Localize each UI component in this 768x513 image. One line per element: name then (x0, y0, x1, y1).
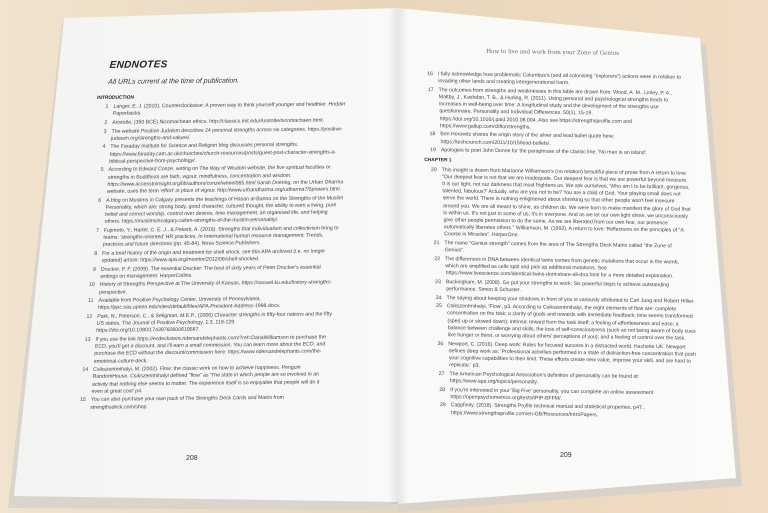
endnote-number: 11 (87, 298, 94, 305)
endnote (428, 256, 694, 281)
endnote-text: The differences in DNA between identical twins comes from genetic mutations that occur in the womb, which are amplified as cells split and pick up additional mutations. See https://www.livescience.com/identical-twins-dont-share-all-dna.html for a more detailed explanation. (444, 256, 680, 280)
endnote (82, 280, 338, 297)
left-page-content (73, 57, 355, 413)
endnote-number: 7 (95, 227, 100, 234)
endnote-number: 17 (427, 86, 434, 93)
endnote-number: 10 (88, 282, 95, 289)
endnote-text: Csikszentmihalyi, M. (2002). Flow: the classic work on how to achieve happiness. Penguin RandomHouse. Csikszentmihalyi defined "flow" as 'The state in which people are so involved in an activity that nothing else seems to matter. The experience itself is so enjoyable that people will do it even at great cost' p4. (91, 364, 320, 395)
endnote-text: The saying about keeping your shadows in front of you is variously attributed to Carl Jung and Robert Hillier. (446, 294, 695, 305)
endnote-text: Drucker, P. F. (2009). The essential Drucker: The best of sixty years of Peter Drucker's essential writings on management. HarperCollins. (100, 264, 321, 280)
page-title: ENDNOTES (109, 59, 169, 71)
endnote-number: 9 (92, 266, 97, 273)
endnote-text: The name "Genius strength" comes from the area of The Strengths Deck Matrix called "the Zone of Genius". (444, 240, 672, 254)
endnote-text: The American Psychological Association's definition of personality can be found at: https://www.apa.org/topics/personality. (449, 371, 640, 386)
endnote-text: If you're interested in your 'Big Five' personality, you can complete an online assessment https://openpsychometrics.org/tests/IPIP-BFFM/. (450, 386, 654, 402)
endnote (431, 341, 697, 374)
endnote-text: Csikszentmihalyi, 'Flow', p3. According to Csikszentmihalyi, the eight elements of flow are: complete concentration on the task; a clarity of goals and rewards with immediate feedback; time seems transformed (sped up or slowed down); intrinsic reward from the task itself; a feeling of effortlessness and ease; a balance between challenge and skills; the loss of self-consciousness (such as not being aware of body cues like hunger or thirst, or worrying about others' perceptions of you); and a feeling of control over the task. (446, 303, 696, 342)
endnote (74, 365, 331, 396)
page-number-right: 209 (560, 452, 572, 459)
endnote-text: Aristotle, (350 BCE) Nicomachean ethics. http://classics.mit.edu/Aristotle/nicomachaen.html. (111, 117, 325, 126)
endnote-text: Langer, E. J. (2010). Counterclockwise: A proven way to think yourself younger and healthier. Hodder Paperbacks. (112, 101, 346, 118)
endnote (425, 167, 693, 243)
endnote-number: 28 (439, 386, 446, 393)
endnote-number: 1 (105, 104, 109, 111)
endnote-number: 27 (438, 370, 445, 377)
endnote-text: This insight is drawn from Marianne Williamson's (no relation) beautiful piece of prose from A return to love: "Our deepest fear is not that we are inadequate. Our deepest fear is that we are powerful beyond measure. It is our light, not our darkness that most frightens us. We ask ourselves, 'Who am I to be brilliant, gorgeous, talented, fabulous?' Actually, who are you not to be? You are a child of God. Your playing small does not serve the world. There is nothing enlightened about shrinking so that other people won't feel insecure around you. We are all meant to shine, as children do. We were born to make manifest the glory of God that is within us. It's not just in some of us; it's in everyone. And as we let our own light shine, we unconsciously give other people permission to do the same. As we are liberated from our own fear, our presence automatically liberates others." Williamson, M. (1992). A return to love: Reflections on the principles of "A Course in Miracles". HarperOne. (441, 166, 691, 239)
endnote-text: Fujimoto, Y., Hartel, C. E. J., & Pekerti, A. (2016). Strengths that individualism and collectivism bring to teams: 'strengths-oriented' HR practices. In International human resource management: Trends, practices and future directions (pp. 45-84). Nova Science Publishers. (102, 225, 339, 249)
endnote (90, 165, 347, 196)
endnote-number: 12 (86, 313, 93, 320)
endnote (79, 311, 336, 335)
endnote-number: 19 (430, 147, 437, 154)
endnote-text: The outcomes from strengths and weaknesses in this table are drawn from: Wood, A. M., Linley, P. A., Maltby, J., Kashdan, T. B., & Hurling, R. (2011). Using personal and psychological strengths leads to increases in well-being over time: A longitudinal study and the development of the strengths use questionnaire. Personality and Individual Differences, 50(1), 15-19. https://doi.org/10.1016/j.paid.2010.08.004. Also see https://strengthsprofile.com and https://www.gallup.com/cliftonstrengths. (438, 87, 673, 131)
endnote-number: 5 (100, 167, 104, 174)
endnote-number: 23 (435, 278, 442, 285)
endnote-number: 16 (427, 71, 434, 78)
right-page-content (420, 48, 699, 422)
page-number-left: 208 (186, 455, 198, 462)
endnote (434, 402, 700, 420)
running-head: How to live and work from your Zone of Genius (486, 48, 620, 57)
endnote-number: 21 (433, 240, 440, 247)
endnote-number: 2 (104, 119, 108, 126)
endnote-number: 13 (84, 336, 91, 343)
endnote-number: 26 (437, 340, 444, 347)
endnote-text: If you use the link https://ecdeckstore.ridersandelephants.com/?ref=DariaWilliamson to purchase the ECD, you'll get a discount, and I'll earn a small commission. You can learn more about the ECD, and purchase the ECD without the discount/commission here: https://www.ridersandelephants.com/the-emotional-culture-deck. (93, 334, 327, 365)
endnote-number: 8 (93, 250, 98, 257)
endnote-text: Cappfinity. (2018). Strengths Profile technical manual and statistical properties, p47., https://www.strengthsprofile.com/en-GB/Resources/IntroPapers. (450, 402, 645, 418)
endnote-text: The website Positive Judaism describes 24 personal strengths across six categories. https://positive-judaism.org/strengths-and-values/. (110, 125, 343, 142)
endnote (85, 225, 342, 249)
endnote (73, 395, 329, 412)
endnote (76, 334, 333, 365)
endnote-number: 15 (79, 397, 87, 404)
page-subtitle: All URLs current at the time of publication. (108, 77, 240, 86)
endnote-text: Apologies to poet John Donne for the paraphrase of the classic line, 'No man is an island'. (440, 147, 648, 157)
endnote-number: 14 (82, 367, 89, 374)
section-heading: INTRODUCTION (96, 95, 135, 101)
endnote-number: 29 (439, 402, 446, 409)
endnote-text: A blog on Muslims in Calgary presents the teachings of Hasan al-Banna on the Strengths of the Muslim Personality, which are: strong body, good character, cultured thought, the ability to earn a living, pure belief and correct worship, control over desires, time management, an organised life, and helping others. https://muslimsincalgary.ca/ten-strengths-of-the-muslim-personality/. (104, 194, 344, 226)
endnote-text: For a brief history of the origin and treatment for shell shock, see this APA archived (i.e. no longer updated) article: https://www.apa.org/monitor/2012/06/shell-shocked. (101, 248, 326, 264)
endnote-number: 25 (436, 303, 443, 310)
endnote-text: According to Edward Conze, writing on The Way of Wisdom website, the five spiritual faculties or strengths in Buddhism are faith, vigour, mindfulness, concentration and wisdom. https://www.accesstoinsight.org/lib/authors/conze/wheel065.html Sarah Doering, on the Urban Dharma website, uses the term 'effort' in place of vigour. http://www.urbandharma.org/udharma7/5powers.html. (106, 164, 344, 195)
endnote (95, 102, 351, 119)
endnote-text: The Faraday Institute for Science and Religion blog discusses personal strengths. https://www.faraday.cam.ac.uk/churches/church-resources/posts/guest-post-character-strengths-a-biblical-perspective-from-psychology/. (108, 142, 337, 165)
endnote-text: You can also purchase your own pack of The Strengths Deck Cards and Matrix from strengthsdeck.com/shop. (90, 395, 285, 411)
endnote (81, 296, 337, 313)
endnote (421, 87, 688, 134)
endnotes-list (421, 71, 689, 158)
endnotes-list (425, 167, 700, 421)
endnote (430, 303, 697, 343)
endnote-text: History of Strengths Perspective at The University of Kansas, https://socwel.ku.edu/history-strengths-perspective. (98, 279, 332, 296)
book-gutter (388, 8, 408, 504)
endnote (92, 142, 349, 166)
section-heading: CHAPTER 1 (424, 158, 452, 164)
endnote (83, 264, 339, 281)
endnote-number: 24 (435, 294, 442, 301)
endnote (84, 248, 340, 265)
endnote (87, 195, 344, 226)
endnote-text: Park, N., Peterson, C., & Seligman, M.E.P., (2006) Character strengths in fifty-four nations and the fifty US states, The Journal of Positive Psychology, 1:3, 118-129. https://doi.org/10.1080/17439760600619567. (95, 311, 333, 335)
endnote-number: 3 (103, 128, 107, 135)
endnotes-list (73, 102, 352, 412)
endnote-text: Newport, C. (2016). Deep work: Rules for focused success in a distracted world. Hachette UK. Newport defines deep work as: 'Professional activities performed in a state of distraction-free concentration that push your cognitive capabilities to their limit. These efforts create new value, improve your skill, and are hard to replicate.' p3. (448, 340, 697, 369)
endnote-text: Available from Positive Psychology Center, University of Pennsylvania, https://ppc.sas.upenn.edu/sites/default/files/APA-President-Address-1998.docx. (97, 296, 281, 312)
endnote-text: I fully acknowledge how problematic Columbus's (and all colonising "explorers") actions were in relation to invading other lands and creating intergenerational harm. (437, 71, 682, 87)
endnote-number: 22 (434, 255, 441, 262)
endnote-number: 4 (102, 144, 106, 151)
endnote-text: Ben Horowitz shares the origin story of the silver and lead bullet quote here: https://techcrunch.com/2011/10/15/lead-bullets/. (440, 131, 615, 147)
endnote-number: 6 (98, 197, 102, 204)
endnote-number: 20 (430, 166, 437, 173)
endnote-number: 18 (429, 131, 436, 138)
endnote (94, 126, 350, 143)
endnote-text: Buckingham, M. (2008). Go put your strengths to work: Six powerful steps to achieve outstanding performance. Simon & Schuster. (445, 279, 670, 294)
